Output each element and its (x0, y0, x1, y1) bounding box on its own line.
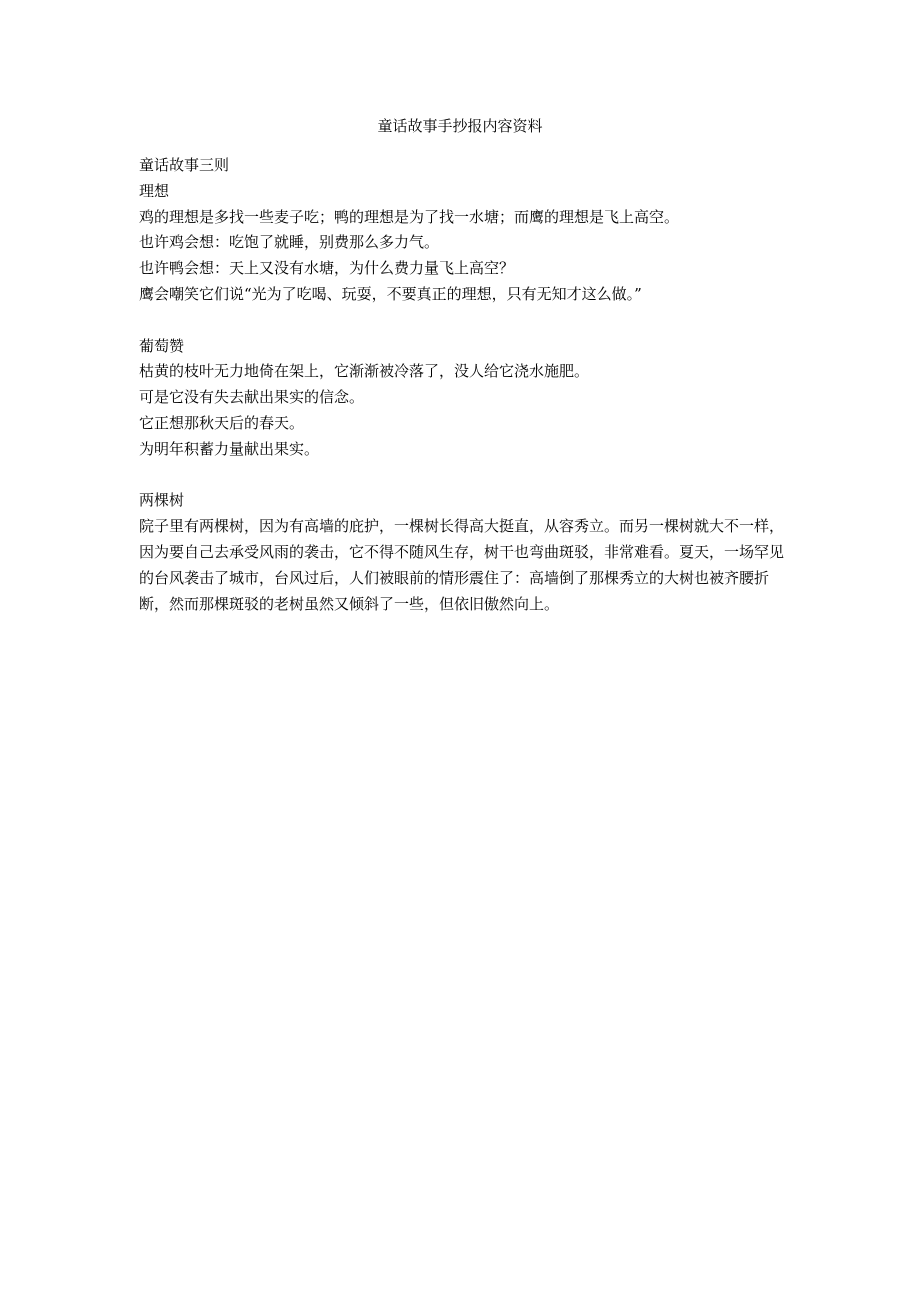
story-ideal (139, 179, 789, 308)
story-heading: 葡萄赞 (139, 336, 185, 355)
story-heading: 两棵树 (139, 491, 185, 510)
story-two-trees (139, 488, 789, 617)
blank-line (139, 463, 789, 489)
story-line: 可是它没有失去献出果实的信念。 (139, 388, 365, 407)
story-line: 枯黄的枝叶无力地倚在架上，它渐渐被冷落了，没人给它浇水施肥。 (139, 362, 590, 381)
story-heading: 理想 (139, 181, 170, 200)
story-line: 也许鸭会想：天上又没有水塘，为什么费力量飞上高空？ (139, 259, 515, 278)
story-line: 也许鸡会想：吃饱了就睡，别费那么多力气。 (139, 233, 440, 252)
story-grape (139, 334, 789, 463)
story-line: 鹰会嘲笑它们说“光为了吃喝、玩耍，不要真正的理想，只有无知才这么做。” (139, 284, 642, 303)
story-line: 为明年积蓄力量献出果实。 (139, 439, 320, 458)
blank-line (139, 308, 789, 334)
document-title: 童话故事手抄报内容资料 (377, 117, 543, 135)
document-body (139, 153, 789, 617)
story-paragraph: 院子里有两棵树，因为有高墙的庇护，一棵树长得高大挺直，从容秀立。而另一棵树就大不一样，因为要自己去承受风雨的袭击，它不得不随风生存，树干也弯曲斑驳，非常难看。夏天，一场罕见的台风袭击了城市，台风过后，人们被眼前的情形震住了：高墙倒了那棵秀立的大树也被齐腰折断，然而那棵斑驳的老树虽然又倾斜了一些，但依旧傲然向上。 (139, 517, 785, 613)
story-line: 它正想那秋天后的春天。 (139, 413, 305, 432)
intro-heading: 童话故事三则 (139, 156, 230, 174)
story-line: 鸡的理想是多找一些麦子吃；鸭的理想是为了找一水塘；而鹰的理想是飞上高空。 (139, 207, 680, 226)
